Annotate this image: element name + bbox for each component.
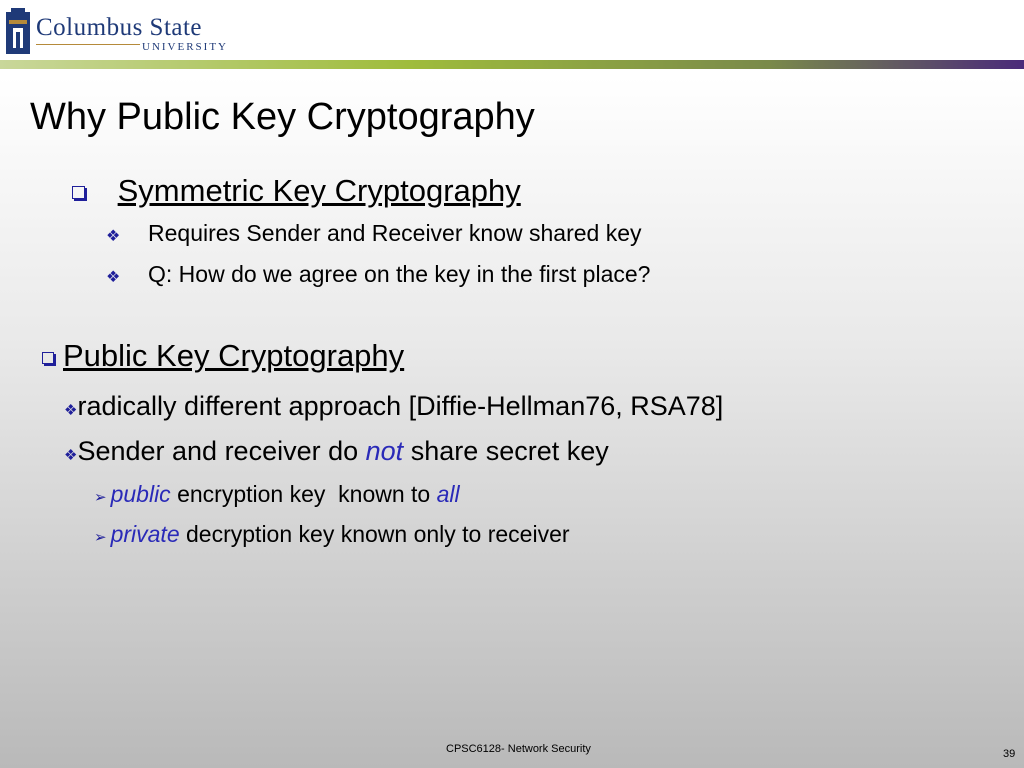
sub-bullet-emphasis: private [110, 521, 180, 547]
page-number: 39 [1003, 748, 1016, 760]
section1-bullet-2 [106, 261, 650, 288]
section2-sub-bullet-1 [94, 481, 460, 508]
section2-bullet-1 [64, 391, 723, 422]
slide-title: Why Public Key Cryptography [30, 96, 535, 138]
sub-bullet-text: encryption key known to [170, 481, 437, 507]
section2-heading: Public Key Cryptography [63, 338, 405, 373]
section1-heading-row [72, 173, 521, 209]
sub-bullet-emphasis: public [110, 481, 171, 507]
section2-sub-bullet-2 [94, 521, 570, 548]
arrow-bullet-icon: ➢ [94, 489, 107, 506]
diamond-bullet-icon: ❖ [64, 402, 78, 419]
diamond-bullet-icon: ❖ [106, 228, 121, 245]
diamond-bullet-icon: ❖ [106, 269, 121, 286]
square-bullet-icon [72, 186, 85, 199]
bullet-text-pre: Sender and receiver do [77, 436, 366, 466]
section1-bullet-1 [106, 220, 642, 247]
arrow-bullet-icon: ➢ [94, 529, 107, 546]
header-bar [0, 0, 1024, 60]
section2-heading-row [42, 338, 404, 374]
bullet-text-emphasis: not [365, 436, 404, 466]
sub-bullet-emphasis-2: all [436, 481, 460, 507]
section1-heading: Symmetric Key Cryptography [117, 173, 521, 208]
section2-bullet-2 [64, 436, 609, 467]
diamond-bullet-icon: ❖ [64, 447, 78, 464]
header-stripe [0, 60, 1024, 69]
bullet-text: Q: How do we agree on the key in the first place? [148, 261, 651, 287]
bullet-text-post: share secret key [403, 436, 609, 466]
logo-wordmark: Columbus State [36, 14, 203, 41]
footer-course: CPSC6128- Network Security [446, 743, 591, 755]
university-logo-icon [4, 6, 34, 58]
bullet-text: Requires Sender and Receiver know shared key [148, 220, 642, 246]
logo-subtitle: UNIVERSITY [142, 41, 228, 53]
logo-rule [36, 44, 140, 45]
bullet-text: radically different approach [Diffie-Hellman76, RSA78] [77, 391, 724, 421]
sub-bullet-text: decryption key known only to receiver [179, 521, 570, 547]
square-bullet-icon [42, 352, 54, 364]
